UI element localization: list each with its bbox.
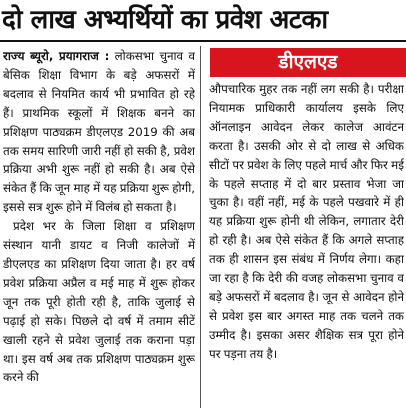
article-column-left — [3, 47, 195, 409]
dateline: राज्य ब्यूरो, प्रयागराज : — [3, 49, 110, 63]
article-paragraph-2: प्रदेश भर के जिला शिक्षा व प्रशिक्षण संस्थान यानी डायट व निजी कालेजों में डीएलएड का प्रशिक्षण दिया जाता है। हर वर्ष प्रवेश प्रक्रिया अप्रैल व मई माह में शुरू होकर जून तक पूरी होती रही है, ताकि जुलाई से पढ़ाई हो सके। पिछले दो वर्ष में तमाम सीटें खाली रहने से प्रवेश जुलाई तक कराना पड़ा था। इस वर्ष अब तक प्रशिक्षण पाठ्यक्रम शुरू करने की — [3, 219, 195, 385]
headline-rule — [0, 40, 406, 42]
column-divider — [200, 46, 201, 408]
article-paragraph-3: औपचारिक मुहर तक नहीं लग सकी है। परीक्षा नियामक प्राधिकारी कार्यालय इसके लिए ऑनलाइन आवेदन लेकर कालेज आवंटन करता है। उसकी ओर से दो लाख से अधिक सीटों पर प्रवेश के लिए पहले मार्च और फिर मई के पहले सप्ताह में दो बार प्रस्ताव भेजा जा चुका है। वहीं नहीं, मई के पहले पखवारे में ही यह प्रक्रिया शुरू होनी थी लेकिन, लगातार देरी हो रही है। अब ऐसे संकेत हैं कि अगले सप्ताह तक ही शासन इस संबंध में निर्णय लेगा। कहा जा रहा है कि देरी की वजह लोकसभा चुनाव व बड़े अफसरों में बदलाव है। जून से आवेदन होने से प्रवेश इस बार अगस्त माह तक चलने तक उम्मीद है। इसका असर शैक्षिक सत्र पूरा होने पर पड़ना तय है। — [209, 82, 404, 361]
headline: दो लाख अभ्यर्थियों का प्रवेश अटका — [2, 5, 328, 35]
topic-banner: डीएलएड — [210, 48, 406, 77]
article-column-right — [209, 80, 404, 406]
article-paragraph-1 — [3, 47, 195, 217]
article-paragraph-1-text: लोकसभा चुनाव व बेसिक शिक्षा विभाग के बड़े अफसरों में बदलाव से नियमित कार्य भी प्रभावित हो रहे हैं। प्राथमिक स्कूलों में शिक्षक बनने का प्रशिक्षण पाठ्यक्रम डीएलएड 2019 की अब तक समय सारिणी जारी नहीं हो सकी है, प्रवेश प्रक्रिया अभी शुरू नहीं हो सकी है। अब ऐसे संकेत हैं कि जून माह में यह प्रक्रिया शुरू होगी, इससे सत्र शुरू होने में विलंब हो सकता है। — [3, 49, 195, 215]
